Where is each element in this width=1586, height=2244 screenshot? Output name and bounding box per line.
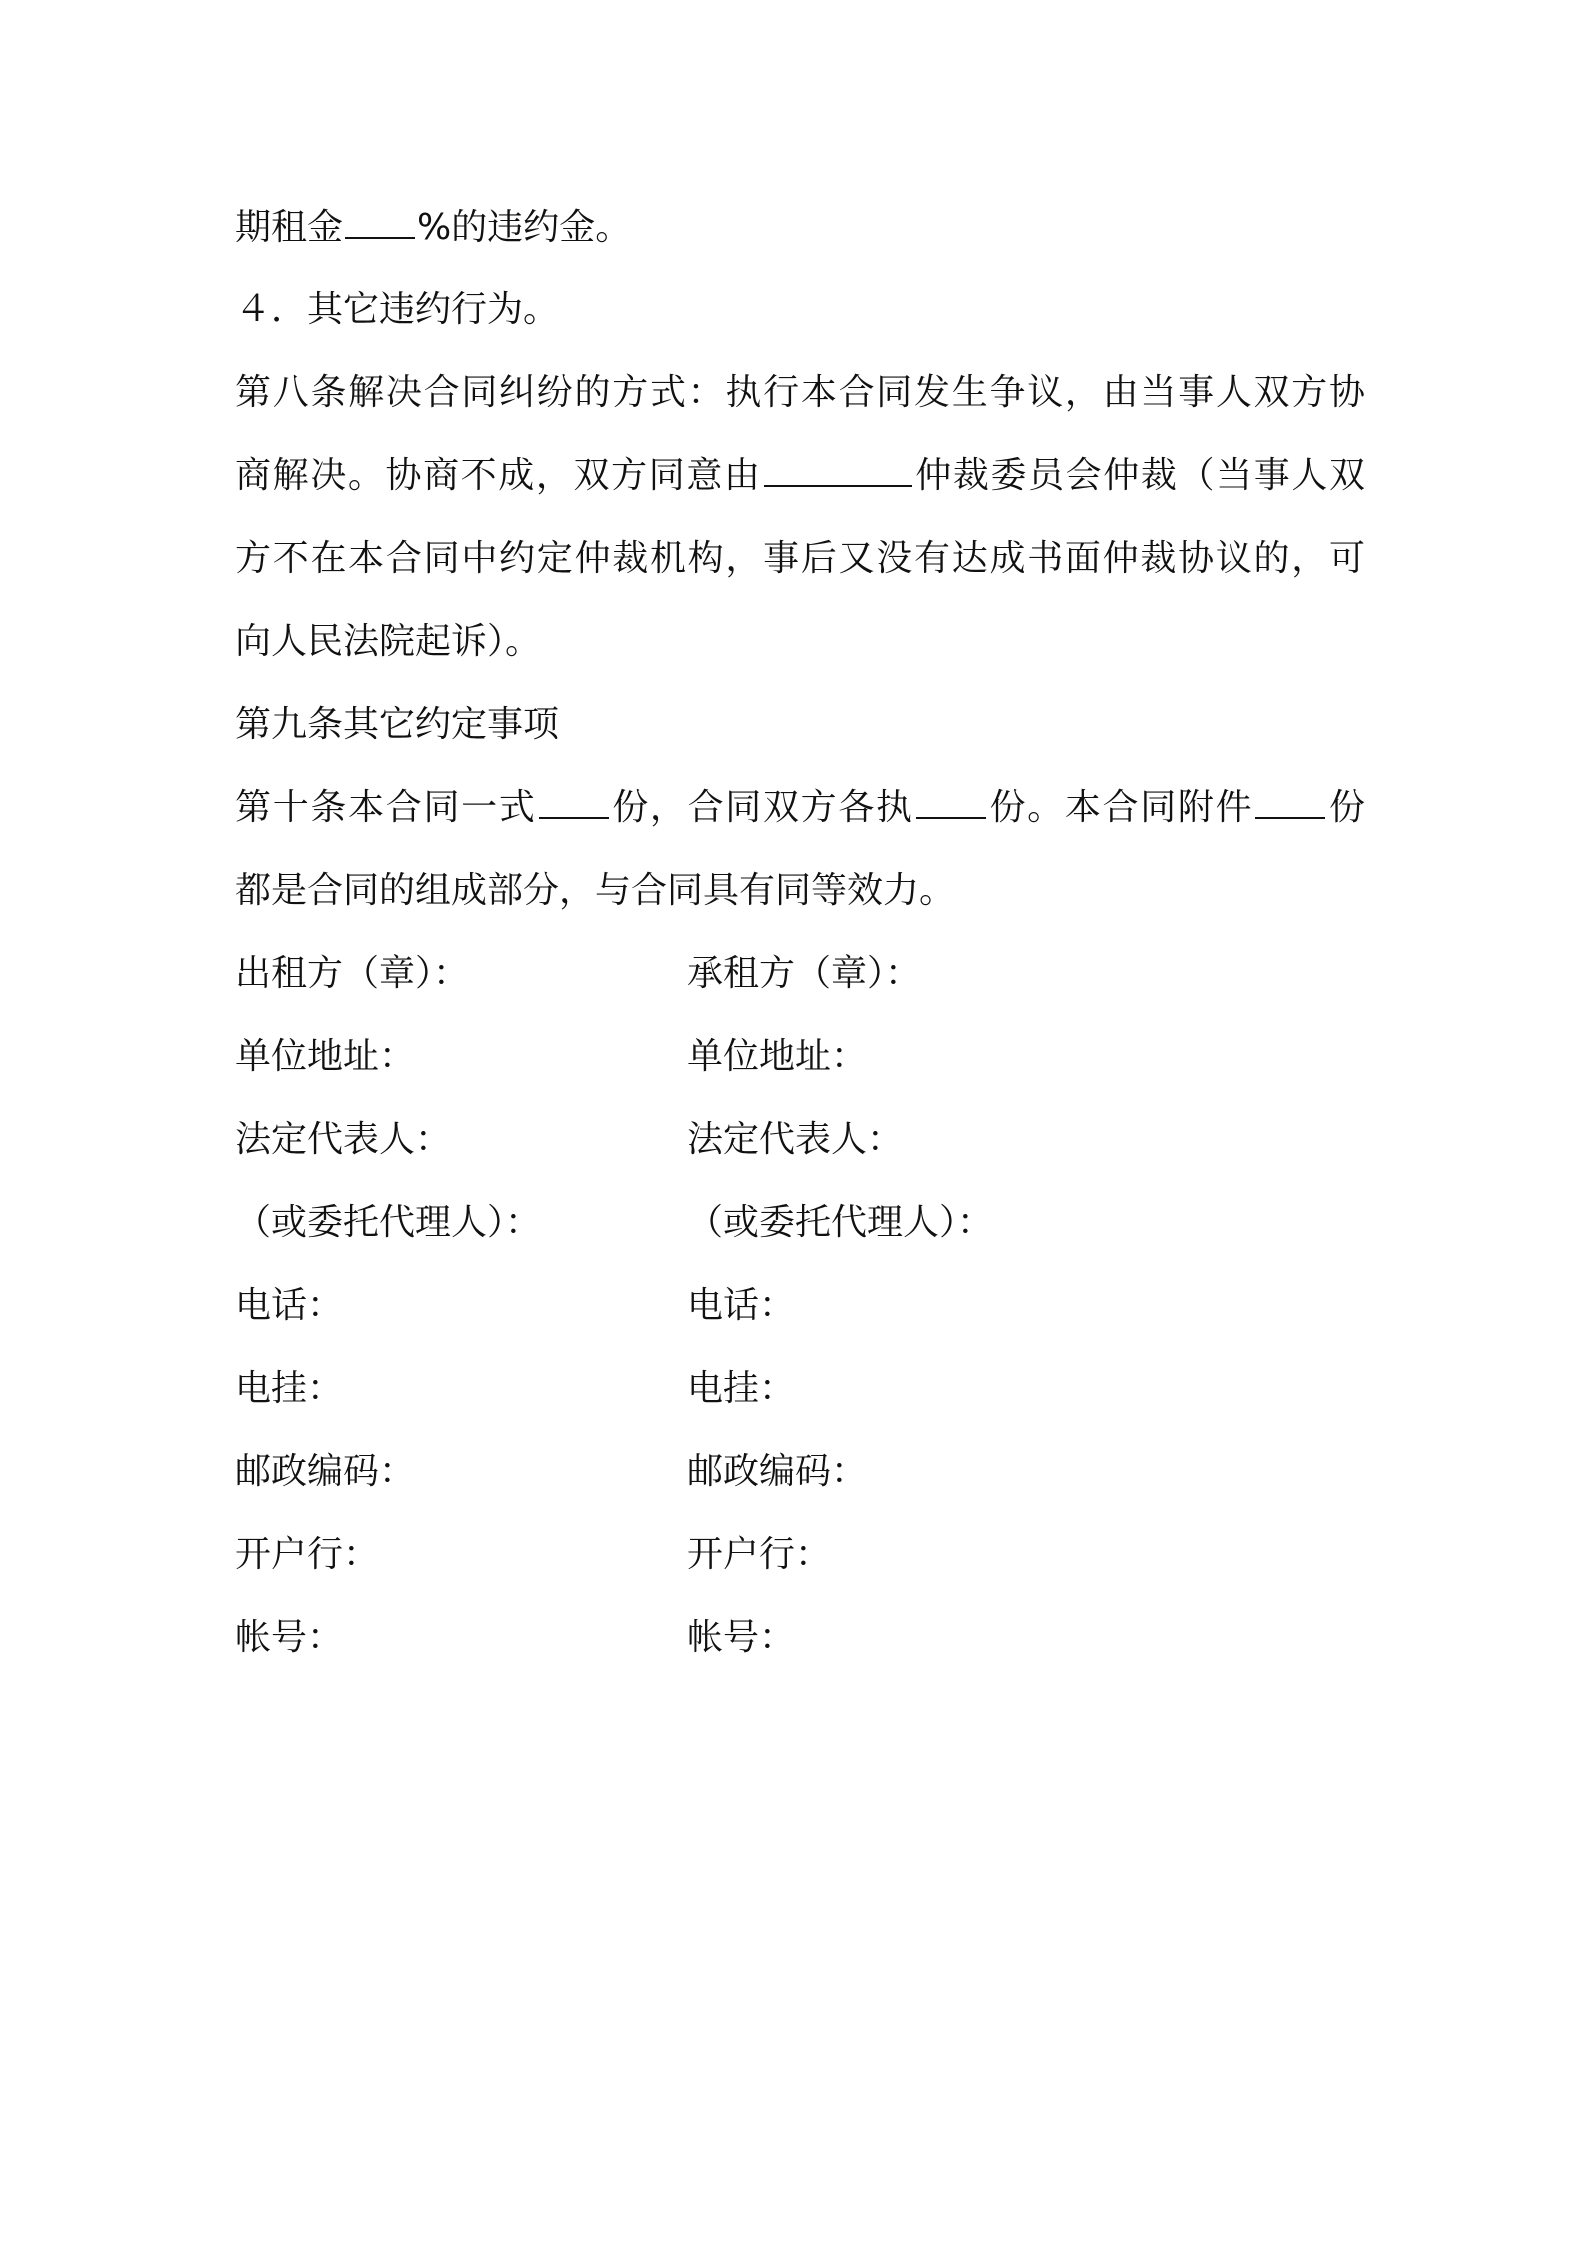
lessee-legal-rep-label: 法定代表人： xyxy=(687,1119,904,1160)
copies-total-blank xyxy=(539,783,609,819)
clause8-line2-text-b: 仲裁委员会仲裁（当事人双 xyxy=(913,455,1365,496)
clause8-line-1: 第八条解决合同纠纷的方式：执行本合同发生争议，由当事人双方协 xyxy=(235,372,1365,413)
attachments-count-blank xyxy=(1255,783,1325,819)
clause7-tail-text-2: %的违约金。 xyxy=(417,207,632,248)
lessor-address-label: 单位地址： xyxy=(235,1036,416,1077)
item4-line: ４．其它违约行为。 xyxy=(235,289,560,330)
clause10-line-1 xyxy=(235,783,1365,833)
clause8-line-4: 向人民法院起诉）。 xyxy=(235,621,542,662)
lessor-account-label: 帐号： xyxy=(235,1617,344,1658)
lessor-bank-label: 开户行： xyxy=(235,1534,380,1575)
lessee-bank-label: 开户行： xyxy=(687,1534,832,1575)
clause10-line-2: 都是合同的组成部分，与合同具有同等效力。 xyxy=(235,870,956,911)
copies-each-blank xyxy=(916,783,986,819)
clause10-text-2: 份，合同双方各执 xyxy=(610,787,914,828)
lessor-telegraph-label: 电挂： xyxy=(235,1368,344,1409)
lessee-telegraph-label: 电挂： xyxy=(687,1368,796,1409)
lessor-legal-rep-label: 法定代表人： xyxy=(235,1119,452,1160)
lessor-phone-label: 电话： xyxy=(235,1285,344,1326)
clause7-tail-line xyxy=(235,203,1365,253)
lessor-agent-label: （或委托代理人）： xyxy=(235,1202,542,1243)
clause9-line: 第九条其它约定事项 xyxy=(235,704,560,745)
clause10-text-4: 份 xyxy=(1327,787,1365,828)
clause8-line2-text-a: 商解决。协商不成，双方同意由 xyxy=(235,455,762,496)
arbitration-committee-blank xyxy=(764,451,912,487)
lessee-phone-label: 电话： xyxy=(687,1285,796,1326)
clause8-line-3: 方不在本合同中约定仲裁机构，事后又没有达成书面仲裁协议的，可 xyxy=(235,538,1365,579)
lessee-agent-label: （或委托代理人）： xyxy=(687,1202,994,1243)
lessor-postcode-label: 邮政编码： xyxy=(235,1451,416,1492)
lessee-postcode-label: 邮政编码： xyxy=(687,1451,868,1492)
clause10-text-3: 份。本合同附件 xyxy=(987,787,1254,828)
lessee-account-label: 帐号： xyxy=(687,1617,796,1658)
lessee-address-label: 单位地址： xyxy=(687,1036,868,1077)
lessor-seal-label: 出租方（章）： xyxy=(235,953,470,994)
clause7-tail-text-1: 期租金 xyxy=(235,207,344,248)
clause8-line-2 xyxy=(235,451,1365,501)
lessee-seal-label: 承租方（章）： xyxy=(687,953,922,994)
penalty-percent-blank xyxy=(345,203,415,239)
clause10-text-1: 第十条本合同一式 xyxy=(235,787,537,828)
